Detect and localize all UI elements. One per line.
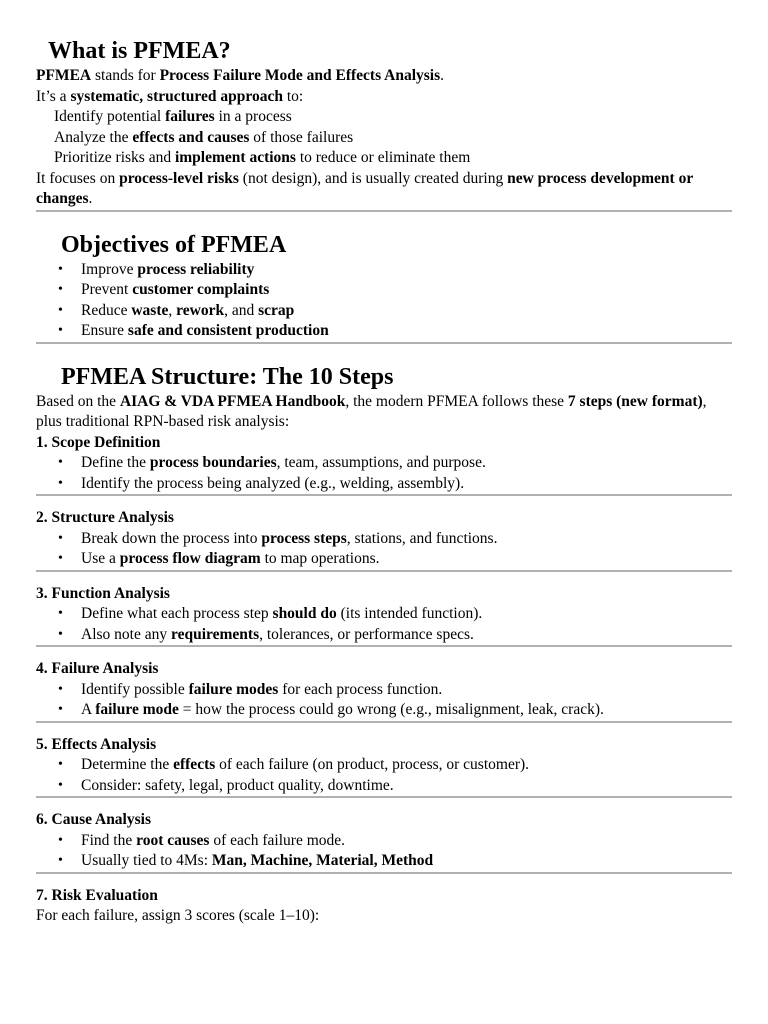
approach-item-identify: Identify potential failures in a process (54, 108, 292, 125)
section-title-structure: PFMEA Structure: The 10 Steps (61, 363, 394, 390)
step-item: • Determine the effects of each failure (on product, process, or customer). (36, 755, 732, 776)
step-items (36, 529, 732, 570)
step-item: • Use a process flow diagram to map operations. (36, 549, 732, 570)
step-items (36, 680, 732, 721)
focus-paragraph: It focuses on process-level risks (not design), and is usually created during new process development or changes. (36, 169, 693, 207)
objectives-list (36, 260, 732, 342)
approach-item-prioritize: Prioritize risks and implement actions to reduce or eliminate them (54, 149, 471, 166)
step-title-cause: 6. Cause Analysis (36, 811, 151, 828)
document-page (36, 36, 732, 927)
step-item: • Identify possible failure modes for each process function. (36, 680, 732, 701)
objective-item: • Improve process reliability (36, 260, 732, 281)
step-item: • Identify the process being analyzed (e.g., welding, assembly). (36, 474, 732, 495)
approach-item-analyze: Analyze the effects and causes of those failures (54, 128, 354, 146)
objective-item: • Ensure safe and consistent production (36, 321, 732, 342)
step-items (36, 604, 732, 645)
risk-evaluation-text: For each failure, assign 3 scores (scale 1–10): (36, 907, 320, 924)
section-title-objectives: Objectives of PFMEA (61, 231, 287, 258)
step-title-structure: 2. Structure Analysis (36, 509, 174, 526)
step-title-risk: 7. Risk Evaluation (36, 886, 158, 904)
step-item: • Find the root causes of each failure mode. (36, 831, 732, 852)
step-title-failure: 4. Failure Analysis (36, 660, 159, 677)
step-items (36, 453, 732, 494)
objective-item: • Prevent customer complaints (36, 280, 732, 301)
step-item: • Define the process boundaries, team, assumptions, and purpose. (36, 453, 732, 474)
step-items (36, 831, 732, 872)
step-item: • A failure mode = how the process could go wrong (e.g., misalignment, leak, crack). (36, 700, 732, 721)
step-item: • Also note any requirements, tolerances, or performance specs. (36, 625, 732, 646)
step-title-function: 3. Function Analysis (36, 584, 170, 602)
step-items (36, 755, 732, 796)
step-item: • Consider: safety, legal, product quality, downtime. (36, 776, 732, 797)
pfmea-definition: PFMEA stands for Process Failure Mode and Effects Analysis. (36, 67, 445, 84)
approach-intro: It’s a systematic, structured approach to: (36, 87, 304, 105)
structure-intro: Based on the AIAG & VDA PFMEA Handbook, the modern PFMEA follows these 7 steps (new format), plus traditional RPN-based risk analysis: (36, 392, 707, 430)
objective-item: • Reduce waste, rework, and scrap (36, 301, 732, 322)
step-item: • Define what each process step should do (its intended function). (36, 604, 732, 625)
step-title-effects: 5. Effects Analysis (36, 735, 157, 753)
step-title-scope: 1. Scope Definition (36, 433, 161, 451)
section-title-what-is-pfmea: What is PFMEA? (48, 38, 231, 64)
step-item: • Usually tied to 4Ms: Man, Machine, Material, Method (36, 851, 732, 872)
step-item: • Break down the process into process steps, stations, and functions. (36, 529, 732, 550)
